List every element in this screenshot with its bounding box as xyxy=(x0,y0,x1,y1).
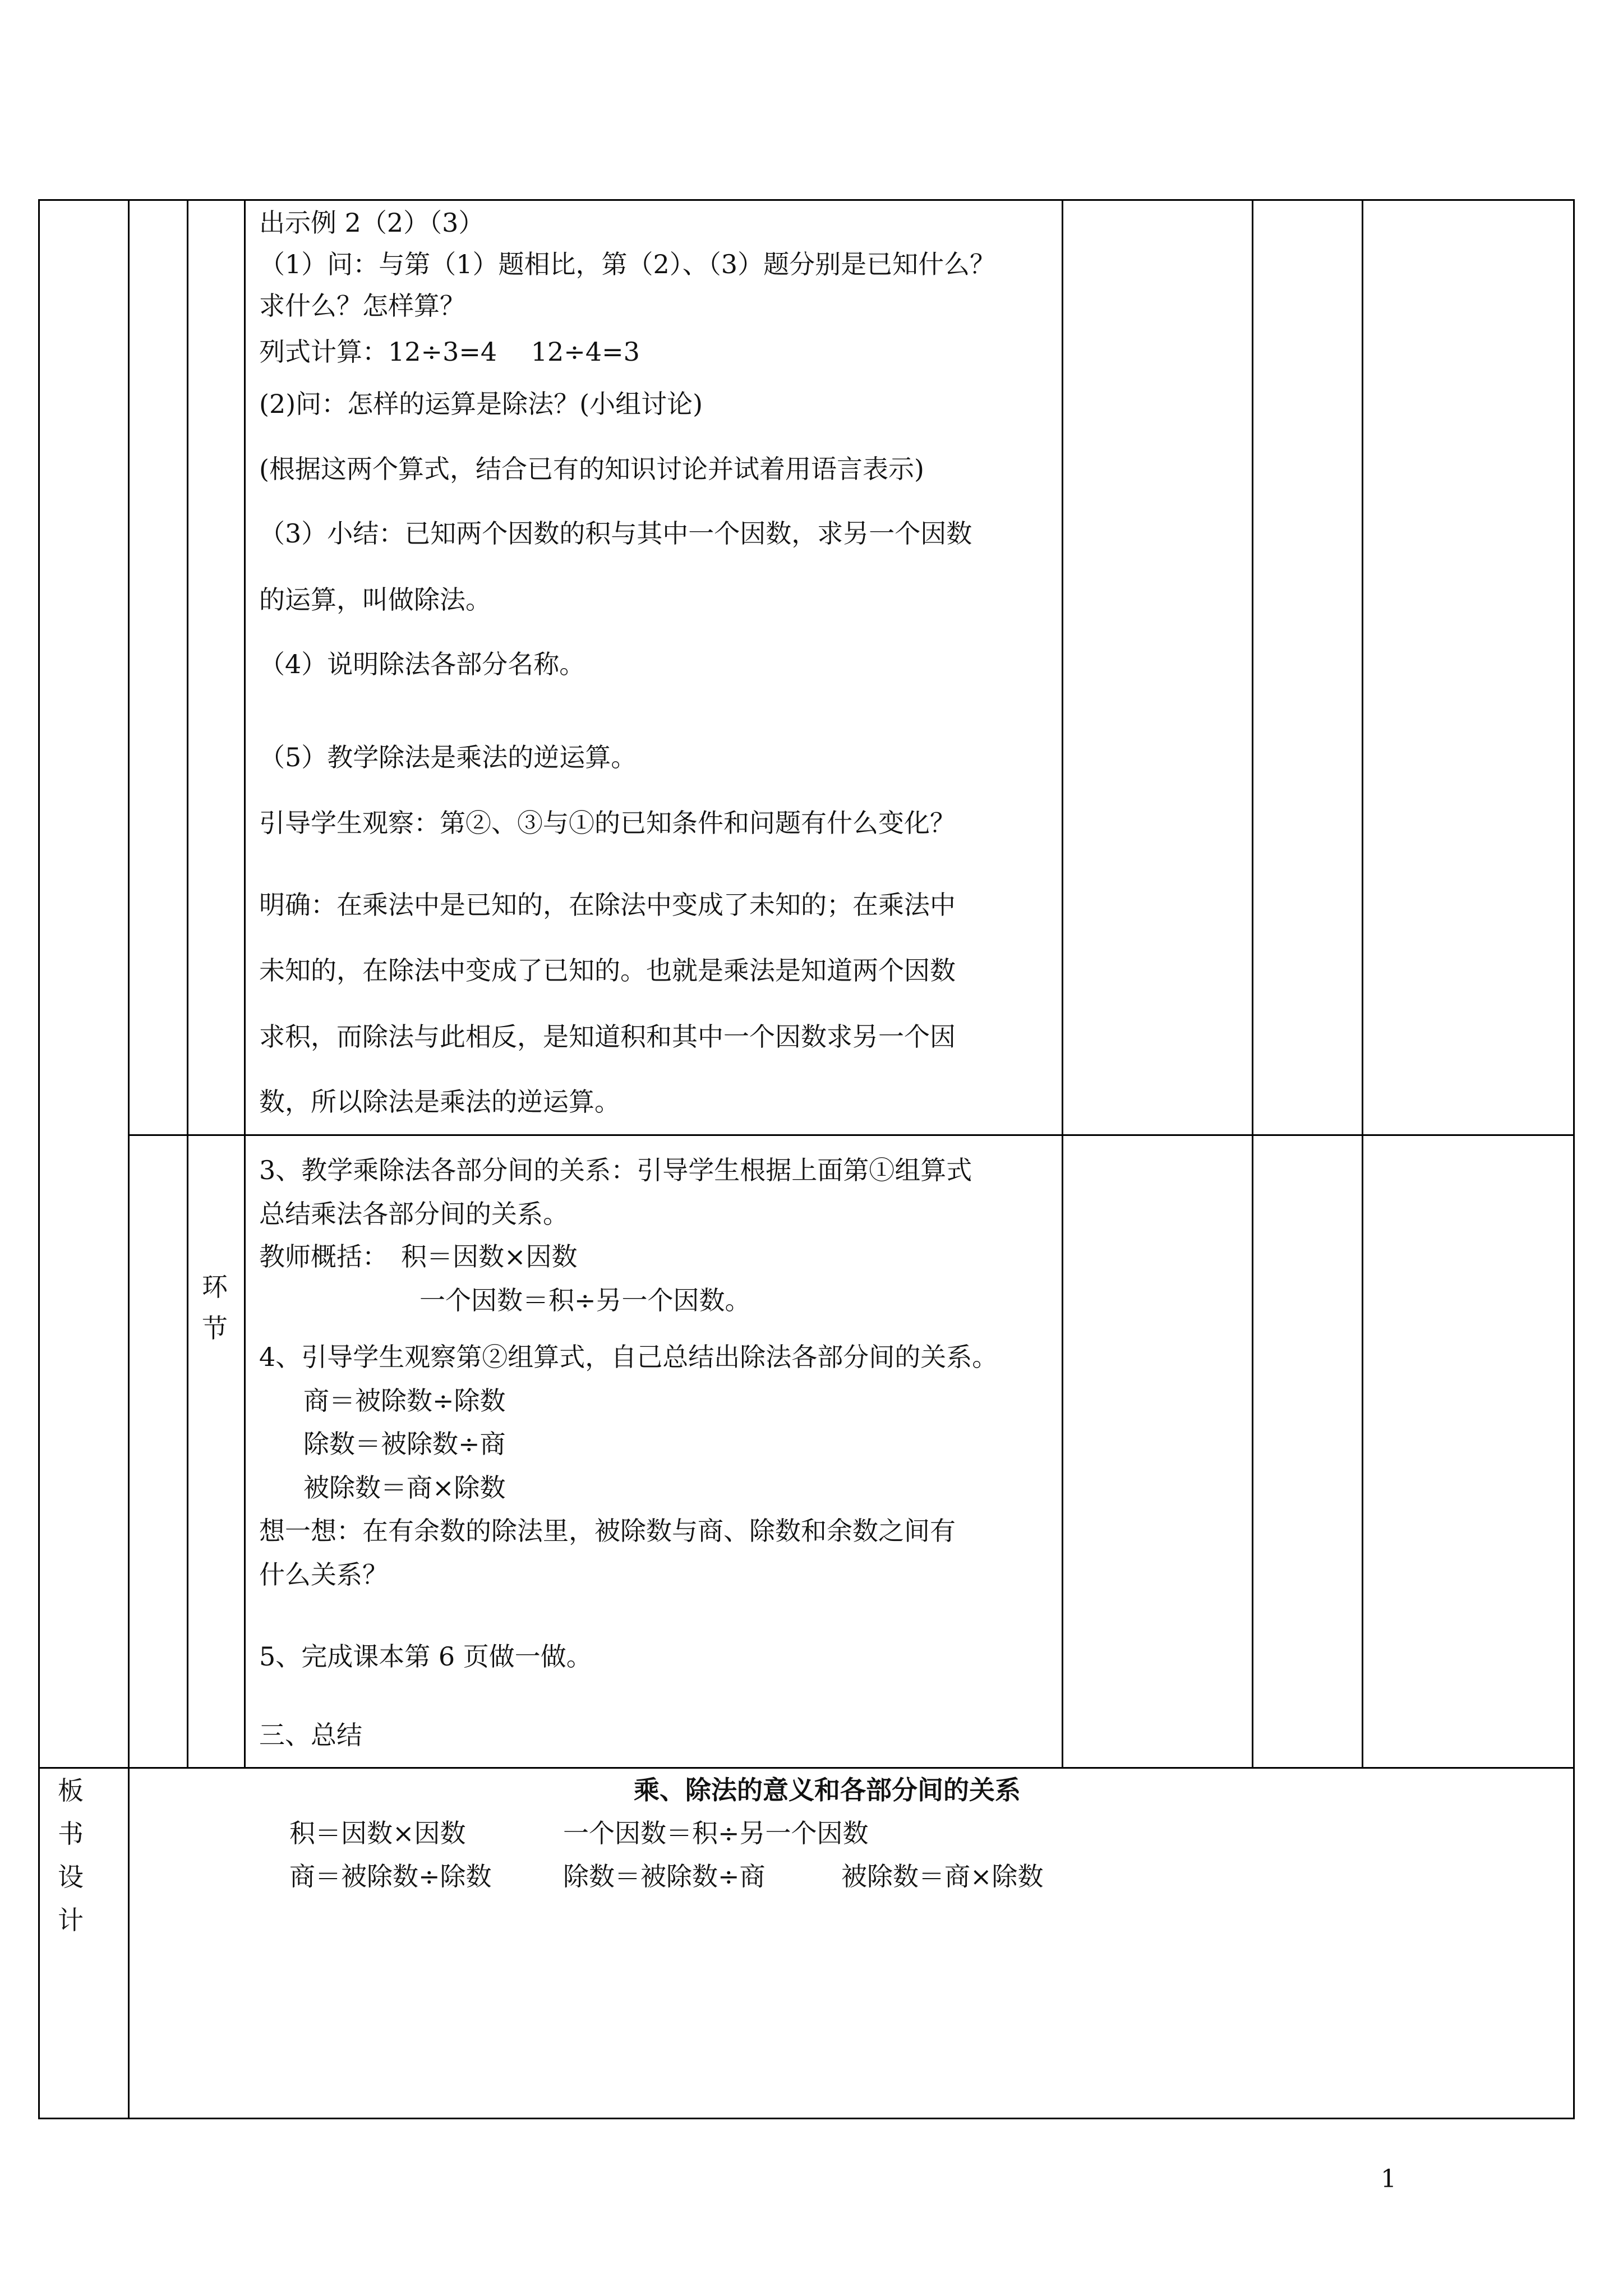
table-bottom-border xyxy=(38,2118,1575,2119)
column-divider-6 xyxy=(1362,199,1363,1769)
content-line: 的运算，叫做除法。 xyxy=(259,585,491,615)
column-divider-2 xyxy=(187,199,188,1769)
content-line: 3、教学乘除法各部分间的关系：引导学生根据上面第①组算式 xyxy=(259,1155,972,1185)
row-divider-middle xyxy=(128,1134,1575,1136)
row-divider-board xyxy=(38,1767,1575,1769)
board-formula: 除数＝被除数÷商 xyxy=(563,1861,766,1892)
column-divider-3 xyxy=(244,199,246,1769)
content-line: 列式计算：12÷3=4 12÷4=3 xyxy=(259,337,640,367)
content-line: （4）说明除法各部分名称。 xyxy=(259,649,585,679)
board-formula: 商＝被除数÷除数 xyxy=(289,1861,492,1892)
column-divider-5 xyxy=(1252,199,1253,1769)
content-line: 除数＝被除数÷商 xyxy=(303,1429,506,1459)
column-divider-1 xyxy=(128,199,130,2119)
column-divider-4 xyxy=(1062,199,1063,1769)
board-label-char: 书 xyxy=(58,1819,84,1849)
content-line: 5、完成课本第 6 页做一做。 xyxy=(259,1641,592,1672)
table-top-border xyxy=(38,199,1575,201)
side-label-char: 节 xyxy=(202,1313,228,1343)
board-label-char: 板 xyxy=(58,1775,84,1806)
content-line: 求什么？怎样算？ xyxy=(259,291,465,321)
page-number: 1 xyxy=(1381,2165,1396,2193)
content-line: 明确：在乘法中是已知的，在除法中变成了未知的；在乘法中 xyxy=(259,890,956,920)
content-line: (根据这两个算式，结合已有的知识讨论并试着用语言表示) xyxy=(259,454,924,484)
board-title: 乘、除法的意义和各部分间的关系 xyxy=(634,1775,1021,1805)
side-label-char: 环 xyxy=(202,1272,228,1302)
content-line: 引导学生观察：第②、③与①的已知条件和问题有什么变化？ xyxy=(259,808,956,838)
board-formula: 积＝因数×因数 xyxy=(289,1818,466,1848)
content-line: 一个因数＝积÷另一个因数。 xyxy=(419,1285,751,1315)
content-line: 想一想：在有余数的除法里，被除数与商、除数和余数之间有 xyxy=(259,1516,956,1546)
content-line: (2)问：怎样的运算是除法？(小组讨论) xyxy=(259,389,703,419)
table-left-border xyxy=(38,199,40,2119)
content-line: 什么关系？ xyxy=(259,1559,388,1590)
content-line: 被除数＝商×除数 xyxy=(303,1473,506,1503)
content-line: 未知的，在除法中变成了已知的。也就是乘法是知道两个因数 xyxy=(259,955,956,986)
board-label-char: 计 xyxy=(58,1905,84,1935)
content-line: 求积，而除法与此相反，是知道积和其中一个因数求另一个因 xyxy=(259,1022,956,1052)
content-line: 出示例 2（2）（3） xyxy=(259,208,485,238)
content-line: （3）小结：已知两个因数的积与其中一个因数，求另一个因数 xyxy=(259,518,972,549)
content-line: 三、总结 xyxy=(259,1720,362,1750)
content-line: 教师概括： 积＝因数×因数 xyxy=(259,1241,578,1272)
content-line: 4、引导学生观察第②组算式，自己总结出除法各部分间的关系。 xyxy=(259,1342,998,1372)
board-label-char: 设 xyxy=(58,1862,84,1892)
board-formula: 一个因数＝积÷另一个因数 xyxy=(563,1818,869,1848)
content-line: （1）问：与第（1）题相比，第（2）、（3）题分别是已知什么？ xyxy=(259,249,996,279)
board-formula: 被除数＝商×除数 xyxy=(841,1861,1044,1892)
content-line: 商＝被除数÷除数 xyxy=(303,1386,506,1416)
content-line: 数，所以除法是乘法的逆运算。 xyxy=(259,1087,620,1117)
table-right-border xyxy=(1573,199,1575,2119)
content-line: 总结乘法各部分间的关系。 xyxy=(259,1199,569,1229)
content-line: （5）教学除法是乘法的逆运算。 xyxy=(259,742,637,772)
